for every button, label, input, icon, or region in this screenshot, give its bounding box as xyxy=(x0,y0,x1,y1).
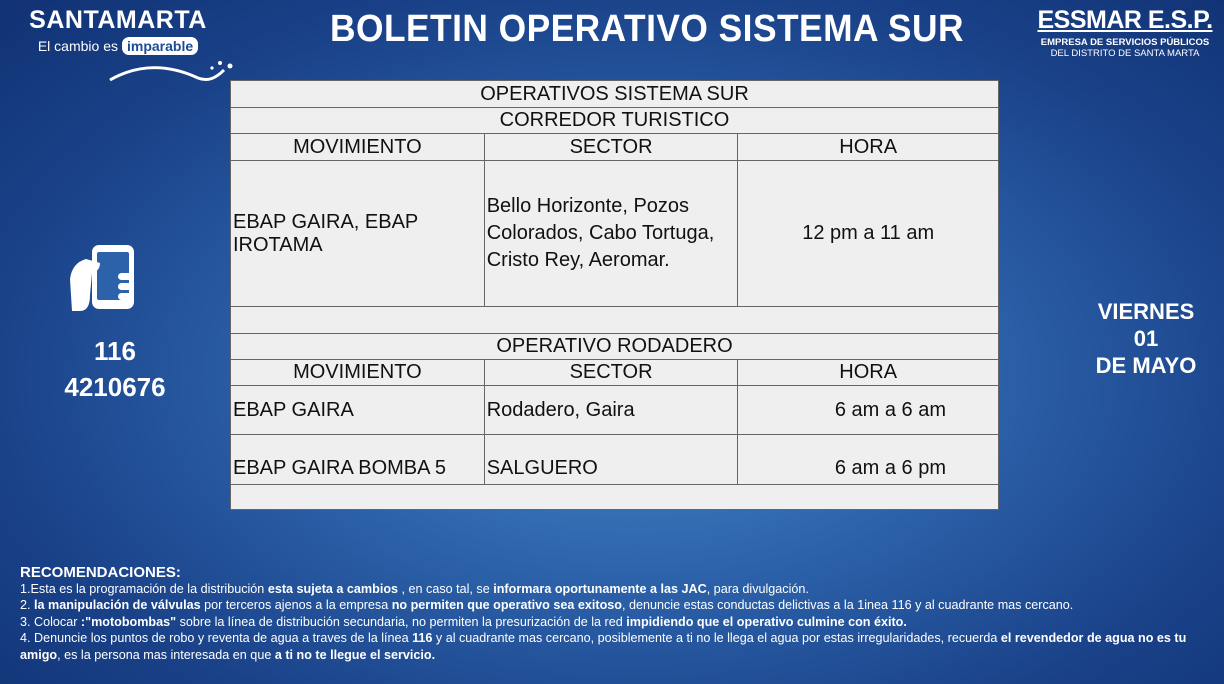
brand-left-tagline xyxy=(18,37,218,55)
brand-left-tag-pill: imparable xyxy=(122,37,198,55)
rec-4: 4. Denuncie los puntos de robo y reventa de agua a traves de la línea 116 y al cuadrante mas cercano, posiblemente a ti no le llega el agua por estas irregularidades, recuerda el revendedor de agua no es tu amigo, es la persona mas interesada en que a ti no te llegue el servicio. xyxy=(20,631,1187,662)
row3-movimiento: EBAP GAIRA BOMBA 5 xyxy=(231,435,485,485)
brand-right-title: ESSMAR E.S.P. xyxy=(1037,6,1213,34)
recommendations xyxy=(20,564,1220,663)
spacer-row-bottom xyxy=(231,485,999,510)
section-rodadero: OPERATIVO RODADERO xyxy=(231,334,999,360)
header-hora: HORA xyxy=(738,134,999,161)
row2-movimiento: EBAP GAIRA xyxy=(231,386,485,435)
date-block xyxy=(1090,298,1202,379)
rec-3: 3. Colocar :"motobombas" sobre la línea de distribución secundaria, no permiten la presurización de la red impidiendo que el operativo culmine con éxito. xyxy=(20,614,907,629)
essmar-logo xyxy=(1032,6,1218,59)
table-title: OPERATIVOS SISTEMA SUR xyxy=(231,81,999,108)
phone-in-hand-icon xyxy=(70,243,140,313)
header-hora-2: HORA xyxy=(738,360,999,386)
contact-numbers xyxy=(40,333,190,405)
header-movimiento-2: MOVIMIENTO xyxy=(231,360,485,386)
recs-title: RECOMENDACIONES: xyxy=(20,564,181,581)
wave-icon xyxy=(108,58,238,88)
row1-movimiento: EBAP GAIRA, EBAP IROTAMA xyxy=(231,161,485,307)
header-sector: SECTOR xyxy=(484,134,738,161)
brand-left-title: SANTAMARTA xyxy=(29,6,207,34)
header-movimiento: MOVIMIENTO xyxy=(231,134,485,161)
row1-sector: Bello Horizonte, Pozos Colorados, Cabo Tortuga, Cristo Rey, Aeromar. xyxy=(484,161,738,307)
row1-hora: 12 pm a 11 am xyxy=(738,161,999,307)
spacer-row xyxy=(231,307,999,334)
santamarta-logo xyxy=(18,6,228,86)
contact-line-phone: 4210676 xyxy=(64,372,166,402)
header-sector-2: SECTOR xyxy=(484,360,738,386)
brand-left-tag-text: El cambio es xyxy=(37,38,118,54)
operations-table xyxy=(230,80,999,510)
date-num: 01 xyxy=(1133,326,1159,351)
section-corredor: CORREDOR TURISTICO xyxy=(231,108,999,134)
brand-right-line1: EMPRESA DE SERVICIOS PÚBLICOS xyxy=(1040,37,1210,48)
row2-hora: 6 am a 6 am xyxy=(738,386,999,435)
table-row xyxy=(231,435,999,485)
rec-2: 2. la manipulación de válvulas por terceros ajenos a la empresa no permiten que operativo sea exitoso, denuncie estas conductas delictivas a la 1inea 116 y al cuadrante mas cercano. xyxy=(20,598,1074,613)
rec-1: 1.Esta es la programación de la distribución esta sujeta a cambios , en caso tal, se informara oportunamente a las JAC, para divulgación. xyxy=(20,582,809,596)
row2-sector: Rodadero, Gaira xyxy=(484,386,738,435)
date-month: DE MAYO xyxy=(1095,353,1197,378)
contact-line-116: 116 xyxy=(94,336,136,366)
row3-hora: 6 am a 6 pm xyxy=(738,435,999,485)
table-row xyxy=(231,386,999,435)
date-day: VIERNES xyxy=(1097,299,1195,324)
page-title: BOLETIN OPERATIVO SISTEMA SUR xyxy=(330,8,964,50)
table-row xyxy=(231,161,999,307)
brand-right-line2: DEL DISTRITO DE SANTA MARTA xyxy=(1050,48,1200,59)
row3-sector: SALGUERO xyxy=(484,435,738,485)
